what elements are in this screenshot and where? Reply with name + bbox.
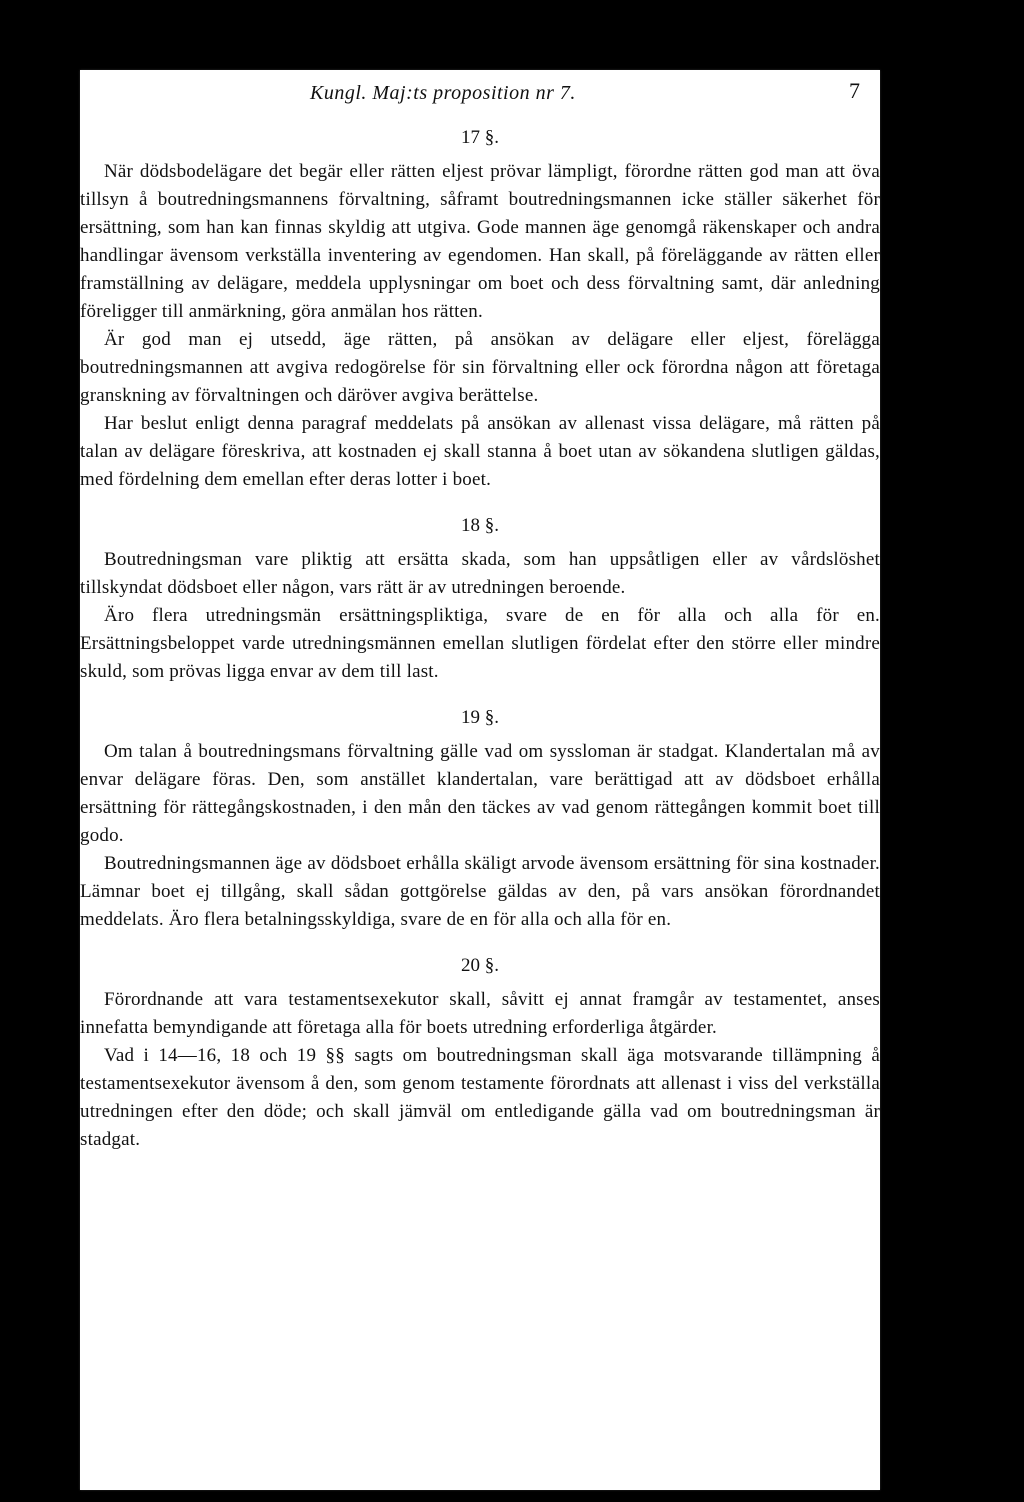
section-heading: 17 §. (461, 127, 499, 148)
section-heading: 18 §. (461, 515, 499, 536)
document-page (80, 70, 880, 1490)
section-heading: 20 §. (461, 955, 499, 976)
section-17 (80, 124, 880, 494)
paragraph: När dödsbodelägare det begär eller rätten eljest prövar lämpligt, förordne rätten god man att öva tillsyn å boutredningsmannens förvaltning, såframt boutredningsmannen icke ställer säkerhet för ersättning, som han kan finnas skyldig att utgiva. Gode mannen äge genomgå räkenskaper och andra handlingar ävensom verkställa inventering av egendomen. Han skall, på föreläggande av rätten eller framställning av delägare, meddela upplysningar om boet och dess förvaltning samt, där anledning föreligger till anmärkning, göra anmälan hos rätten. (80, 161, 880, 322)
section-18 (80, 512, 880, 686)
page-header (80, 76, 880, 106)
paragraph: Äro flera utredningsmän ersättningspliktiga, svare de en för alla och alla för en. Ersättningsbeloppet varde utredningsmännen emellan slutligen fördelat efter den större eller mindre skuld, som prövas ligga envar av dem till last. (80, 605, 880, 682)
paragraph: Vad i 14—16, 18 och 19 §§ sagts om boutredningsman skall äga motsvarande tillämpning å testamentsexekutor ävensom å den, som genom testamente förordnats att allenast i viss del verkställa utredningen efter den döde; och skall jämväl om entledigande gälla vad om boutredningsman är stadgat. (80, 1045, 880, 1150)
document-body (80, 118, 880, 1172)
section-heading: 19 §. (461, 707, 499, 728)
page-number: 7 (849, 78, 860, 103)
section-19 (80, 704, 880, 934)
paragraph: Har beslut enligt denna paragraf meddelats på ansökan av allenast vissa delägare, må rätten på talan av delägare föreskriva, att kostnaden ej skall stanna å boet utan av sökandena slutligen gäldas, med fördelning dem emellan efter deras lotter i boet. (80, 413, 880, 490)
running-title: Kungl. Maj:ts proposition nr 7. (310, 82, 576, 104)
paragraph: Är god man ej utsedd, äge rätten, på ansökan av delägare eller eljest, förelägga boutredningsmannen att avgiva redogörelse för sin förvaltning eller ock förordna någon att företaga granskning av förvaltningen och däröver avgiva berättelse. (80, 329, 880, 406)
paragraph: Förordnande att vara testamentsexekutor skall, såvitt ej annat framgår av testamentet, anses innefatta bemyndigande att företaga alla för boets utredning erforderliga åtgärder. (80, 989, 880, 1038)
paragraph: Boutredningsman vare pliktig att ersätta skada, som han uppsåtligen eller av vårdslöshet tillskyndat dödsboet eller någon, vars rätt är av utredningen beroende. (80, 549, 880, 598)
paragraph: Boutredningsmannen äge av dödsboet erhålla skäligt arvode ävensom ersättning för sina kostnader. Lämnar boet ej tillgång, skall sådan gottgörelse gäldas av den, på vars ansökan förordnandet meddelats. Äro flera betalningsskyldiga, svare de en för alla och alla för en. (80, 853, 880, 930)
paragraph: Om talan å boutredningsmans förvaltning gälle vad om syssloman är stadgat. Klandertalan må av envar delägare föras. Den, som anstället klandertalan, vare berättigad att av dödsboet erhålla ersättning för rättegångskostnaden, i den mån den täckes av vad genom rättegången kommit boet till godo. (80, 741, 880, 846)
section-20 (80, 952, 880, 1154)
